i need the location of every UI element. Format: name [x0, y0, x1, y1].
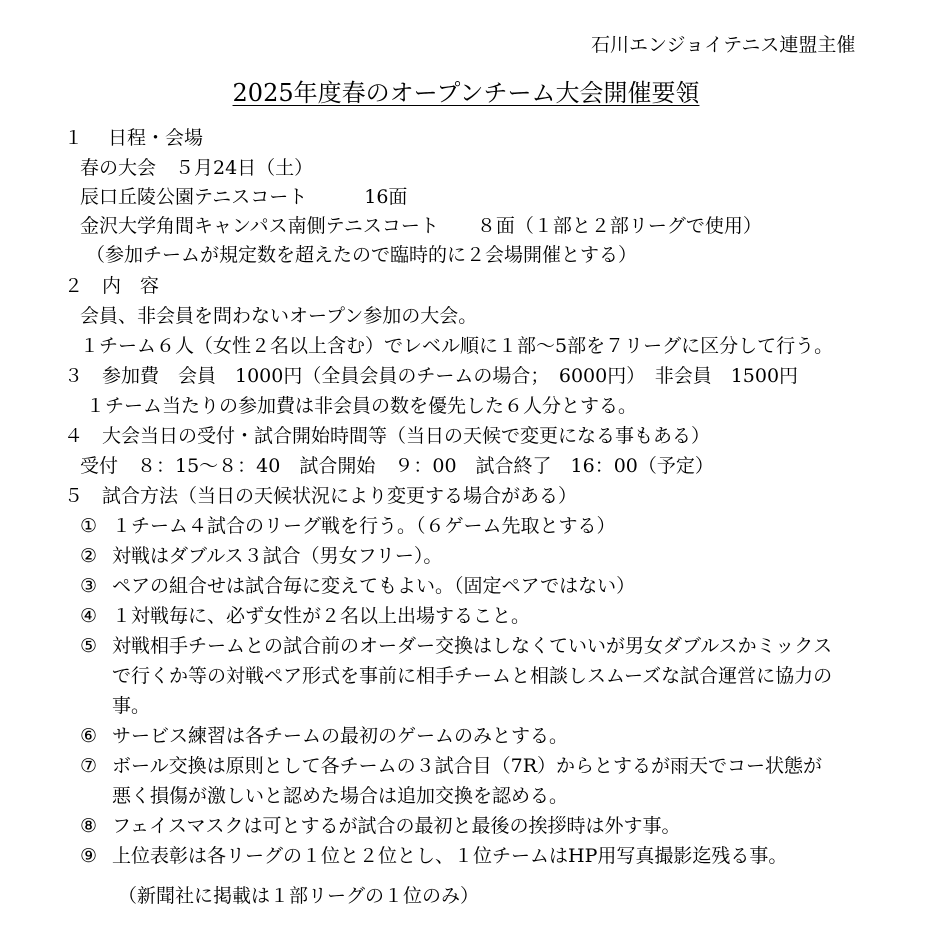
section-1-note: （参加チームが規定数を超えたので臨時的に２会場開催とする） — [86, 244, 638, 266]
document-title-text: 2025年度春のオープンチーム大会開催要領 — [232, 79, 700, 107]
section-5-heading: ５ 試合方法（当日の天候状況により変更する場合がある） — [64, 485, 578, 507]
item-9-number: ⑨ — [80, 845, 98, 867]
item-5-text-line-3: 事。 — [112, 695, 151, 717]
section-2-line-1: 会員、非会員を問わないオープン参加の大会。 — [80, 305, 478, 327]
item-4-number: ④ — [80, 605, 98, 627]
item-1-number: ① — [80, 515, 98, 537]
item-5-text-line-1: 対戦相手チームとの試合前のオーダー交換はしなくていいが男女ダブルスかミックス — [112, 635, 833, 657]
item-9-text: 上位表彰は各リーグの１位と２位とし、１位チームはHP用写真撮影迄残る事。 — [112, 845, 788, 867]
item-1-text: １チーム４試合のリーグ戦を行う。（６ゲーム先取とする） — [112, 515, 616, 537]
item-5-text-line-2: で行くか等の対戦ペア形式を事前に相手チームと相談しスムーズな試合運営に協力の — [112, 665, 833, 687]
item-6-text: サービス練習は各チームの最初のゲームのみとする。 — [112, 725, 569, 747]
document-title — [0, 78, 932, 108]
section-1-venue-1: 辰口丘陵公園テニスコート 16面 — [80, 186, 408, 208]
item-6-number: ⑥ — [80, 725, 98, 747]
item-2-number: ② — [80, 545, 98, 567]
item-4-text: １対戦毎に、必ず女性が２名以上出場すること。 — [112, 605, 531, 627]
section-1-venue-2: 金沢大学角間キャンパス南側テニスコート ８面（１部と２部リーグで使用） — [80, 215, 762, 237]
section-1-heading: １ 日程・会場 — [64, 127, 204, 149]
section-1-date: 春の大会 ５月24日（土） — [80, 157, 314, 179]
section-2-line-2: １チーム６人（女性２名以上含む）でレベル順に１部〜5部を７リーグに区分して行う。 — [80, 335, 834, 357]
item-7-text-line-1: ボール交換は原則として各チームの３試合目（7R）からとするが雨天でコー状態が — [112, 755, 823, 777]
item-7-text-line-2: 悪く損傷が激しいと認めた場合は追加交換を認める。 — [112, 785, 569, 807]
item-8-number: ⑧ — [80, 815, 98, 837]
item-7-number: ⑦ — [80, 755, 98, 777]
item-5-number: ⑤ — [80, 635, 98, 657]
item-8-text: フェイスマスクは可とするが試合の最初と最後の挨拶時は外す事。 — [112, 815, 681, 837]
section-2-heading: ２ 内 容 — [64, 275, 160, 297]
item-3-text: ペアの組合せは試合毎に変えてもよい。（固定ペアではない） — [112, 575, 636, 597]
section-3-heading: ３ 参加費 会員 1000円（全員会員のチームの場合； 6000円） 非会員 1500円 — [64, 365, 799, 387]
section-5-footnote: （新聞社に掲載は１部リーグの１位のみ） — [118, 885, 480, 907]
organizer-label: 石川エンジョイテニス連盟主催 — [591, 34, 856, 56]
section-4-heading: ４ 大会当日の受付・試合開始時間等（当日の天候で変更になる事もある） — [64, 425, 711, 447]
item-3-number: ③ — [80, 575, 98, 597]
section-4-line-1: 受付 ８：15〜８：40 試合開始 ９：00 試合終了 16：00（予定） — [80, 455, 714, 477]
item-2-text: 対戦はダブルス３試合（男女フリー）。 — [112, 545, 443, 567]
section-3-line-1: １チーム当たりの参加費は非会員の数を優先した６人分とする。 — [86, 395, 638, 417]
